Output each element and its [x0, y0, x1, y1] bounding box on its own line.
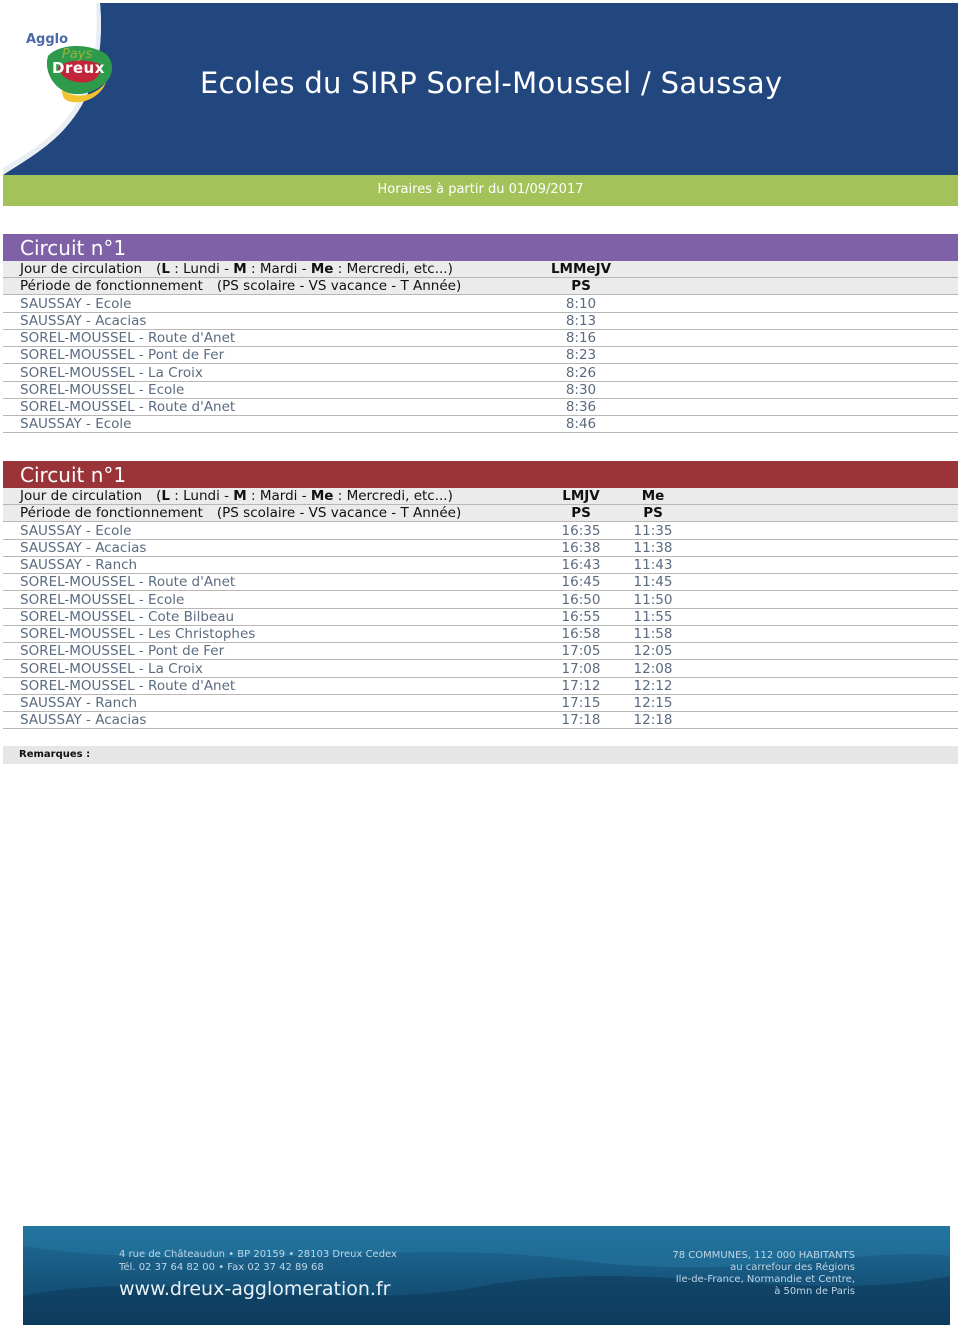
period-row — [3, 278, 958, 295]
table-row — [3, 365, 958, 382]
stop-time: 11:35 — [633, 523, 673, 539]
table-row — [3, 678, 958, 695]
table-row — [3, 661, 958, 678]
stop-time: 17:08 — [561, 661, 601, 677]
period-value: PS — [571, 505, 591, 521]
agglo-pays-dreux-logo — [18, 30, 118, 110]
stop-time: 16:50 — [561, 592, 601, 608]
footer-tagline-line: Ile-de-France, Normandie et Centre, — [675, 1274, 855, 1285]
table-row — [3, 557, 958, 574]
days-value: Me — [641, 488, 665, 504]
table-row — [3, 643, 958, 660]
days-label — [20, 261, 453, 277]
stop-time: 11:55 — [633, 609, 673, 625]
stop-time: 11:58 — [633, 626, 673, 642]
days-label — [20, 488, 453, 504]
table-row — [3, 382, 958, 399]
stop-name: SOREL-MOUSSEL - Pont de Fer — [20, 347, 225, 363]
table-row — [3, 574, 958, 591]
stop-name: SOREL-MOUSSEL - Route d'Anet — [20, 399, 236, 415]
stop-name: SOREL-MOUSSEL - Ecole — [20, 592, 185, 608]
stop-time: 17:15 — [561, 695, 601, 711]
stop-name: SOREL-MOUSSEL - La Croix — [20, 365, 203, 381]
period-label — [20, 505, 461, 521]
stop-name: SAUSSAY - Acacias — [20, 313, 147, 329]
table-row — [3, 712, 958, 729]
legend-m-text: : Mardi - — [246, 488, 311, 504]
table-row — [3, 626, 958, 643]
stop-time: 11:45 — [633, 574, 673, 590]
days-row — [3, 488, 958, 505]
stop-time: 8:23 — [565, 347, 597, 363]
days-value: LMJV — [562, 488, 600, 504]
stop-time: 16:43 — [561, 557, 601, 573]
stop-time: 11:38 — [633, 540, 673, 556]
footer-tagline-line: à 50mn de Paris — [774, 1286, 855, 1297]
stop-time: 8:10 — [565, 296, 597, 312]
stop-name: SOREL-MOUSSEL - Route d'Anet — [20, 574, 236, 590]
logo-text-agglo: Agglo — [26, 32, 69, 47]
table-row — [3, 540, 958, 557]
page-title: Ecoles du SIRP Sorel-Moussel / Saussay — [200, 66, 783, 100]
footer-contact — [119, 1248, 397, 1274]
table-row — [3, 416, 958, 433]
legend-me-text: : Mercredi, etc...) — [333, 261, 453, 277]
stop-name: SAUSSAY - Ecole — [20, 416, 132, 432]
legend-l: L — [161, 261, 170, 277]
stop-time: 17:12 — [561, 678, 601, 694]
circuit-title: Circuit n°1 — [3, 234, 958, 261]
footer-tagline-line: au carrefour des Régions — [730, 1262, 855, 1273]
stop-time: 12:18 — [633, 712, 673, 728]
period-value: PS — [643, 505, 663, 521]
stop-time: 12:08 — [633, 661, 673, 677]
table-row — [3, 523, 958, 540]
stop-time: 12:05 — [633, 643, 673, 659]
days-label-text: Jour de circulation — [20, 488, 143, 504]
stop-time: 16:35 — [561, 523, 601, 539]
period-label-text: Période de fonctionnement — [20, 505, 203, 521]
footer-website-link[interactable]: www.dreux-agglomeration.fr — [119, 1278, 391, 1300]
stop-time: 16:45 — [561, 574, 601, 590]
legend-l-text: : Lundi - — [169, 488, 234, 504]
legend-m: M — [233, 488, 247, 504]
stop-name: SAUSSAY - Acacias — [20, 540, 147, 556]
stop-time: 11:50 — [633, 592, 673, 608]
stop-name: SOREL-MOUSSEL - Pont de Fer — [20, 643, 225, 659]
table-row — [3, 592, 958, 609]
stop-time: 16:58 — [561, 626, 601, 642]
stop-time: 12:15 — [633, 695, 673, 711]
table-row — [3, 313, 958, 330]
period-label-text: Période de fonctionnement — [20, 278, 203, 294]
period-value: PS — [571, 278, 591, 294]
days-row — [3, 261, 958, 278]
legend-open: ( — [156, 261, 162, 277]
footer-phone: Tél. 02 37 64 82 00 • Fax 02 37 42 89 68 — [119, 1262, 324, 1273]
legend-l-text: : Lundi - — [169, 261, 234, 277]
table-row — [3, 399, 958, 416]
stop-time: 8:46 — [565, 416, 597, 432]
table-row — [3, 330, 958, 347]
stop-time: 16:55 — [561, 609, 601, 625]
days-legend — [156, 488, 453, 504]
legend-me-text: : Mercredi, etc...) — [333, 488, 453, 504]
legend-me: Me — [310, 261, 334, 277]
legend-l: L — [161, 488, 170, 504]
schedule-date-banner: Horaires à partir du 01/09/2017 — [3, 175, 958, 206]
remarks-bar: Remarques : — [3, 746, 958, 764]
stop-time: 8:26 — [565, 365, 597, 381]
period-legend: (PS scolaire - VS vacance - T Année) — [216, 278, 462, 294]
stop-name: SOREL-MOUSSEL - Route d'Anet — [20, 678, 236, 694]
footer-address: 4 rue de Châteaudun • BP 20159 • 28103 Dreux Cedex — [119, 1249, 397, 1260]
stop-name: SAUSSAY - Ranch — [20, 557, 138, 573]
table-row — [3, 296, 958, 313]
stop-time: 16:38 — [561, 540, 601, 556]
stop-time: 8:36 — [565, 399, 597, 415]
stop-time: 8:16 — [565, 330, 597, 346]
stop-name: SAUSSAY - Ranch — [20, 695, 138, 711]
stop-name: SAUSSAY - Ecole — [20, 296, 132, 312]
footer-tagline — [672, 1250, 855, 1298]
stop-name: SOREL-MOUSSEL - La Croix — [20, 661, 203, 677]
days-legend — [156, 261, 453, 277]
legend-m-text: : Mardi - — [246, 261, 311, 277]
period-label — [20, 278, 461, 294]
legend-open: ( — [156, 488, 162, 504]
stop-time: 17:05 — [561, 643, 601, 659]
stop-time: 12:12 — [633, 678, 673, 694]
days-value: LMMeJV — [550, 261, 612, 277]
stop-time: 8:30 — [565, 382, 597, 398]
legend-m: M — [233, 261, 247, 277]
stop-time: 11:43 — [633, 557, 673, 573]
stop-time: 17:18 — [561, 712, 601, 728]
stop-name: SOREL-MOUSSEL - Route d'Anet — [20, 330, 236, 346]
stop-name: SOREL-MOUSSEL - Les Christophes — [20, 626, 256, 642]
circuit-title: Circuit n°1 — [3, 461, 958, 488]
stop-name: SOREL-MOUSSEL - Ecole — [20, 382, 185, 398]
footer-banner — [23, 1226, 950, 1325]
table-row — [3, 695, 958, 712]
stop-name: SAUSSAY - Ecole — [20, 523, 132, 539]
stop-name: SAUSSAY - Acacias — [20, 712, 147, 728]
stop-name: SOREL-MOUSSEL - Cote Bilbeau — [20, 609, 235, 625]
table-row — [3, 347, 958, 364]
days-label-text: Jour de circulation — [20, 261, 143, 277]
period-row — [3, 505, 958, 522]
logo-text-pays: Pays — [62, 47, 93, 62]
footer-tagline-line: 78 COMMUNES, 112 000 HABITANTS — [672, 1250, 855, 1261]
stop-time: 8:13 — [565, 313, 597, 329]
logo-text-dreux: Dreux — [52, 59, 105, 77]
page-header — [0, 0, 960, 175]
period-legend: (PS scolaire - VS vacance - T Année) — [216, 505, 462, 521]
legend-me: Me — [310, 488, 334, 504]
table-row — [3, 609, 958, 626]
